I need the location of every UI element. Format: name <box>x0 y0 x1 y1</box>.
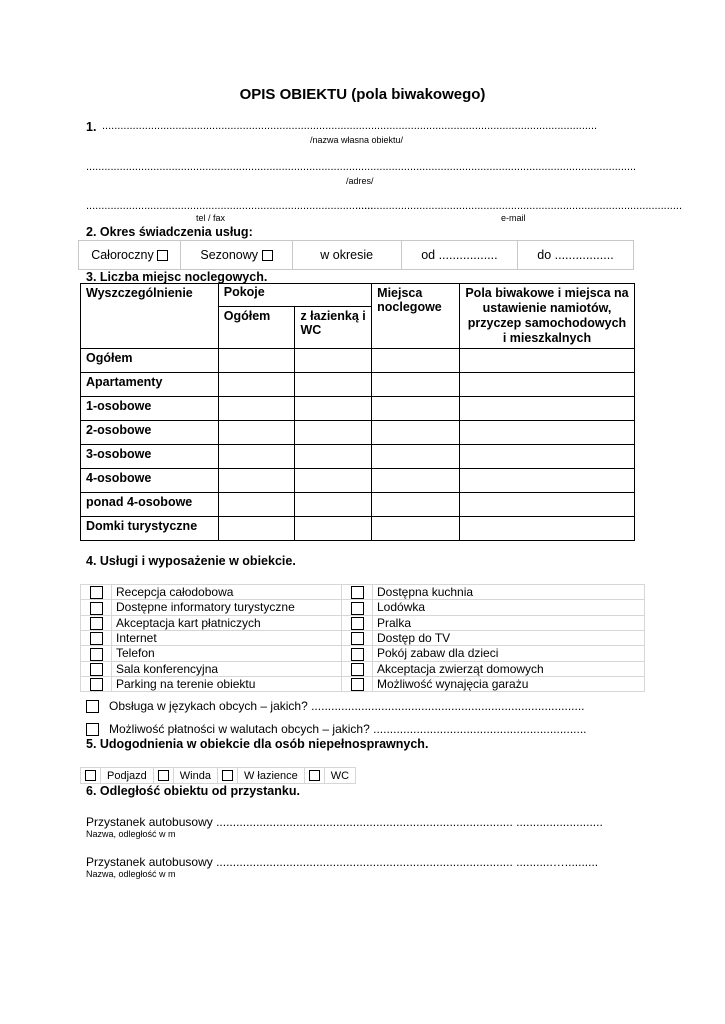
row-label: 4-osobowe <box>81 469 219 493</box>
section-5-heading: 5. Udogodnienia w obiekcie dla osób niepełnosprawnych. <box>86 737 429 751</box>
input-cell[interactable] <box>459 493 634 517</box>
accessibility-table <box>80 767 356 784</box>
table-row <box>81 469 635 493</box>
header-pokoje: Pokoje <box>218 284 371 307</box>
accommodation-table <box>80 283 635 541</box>
access-label: Winda <box>173 768 217 784</box>
amenity-checkbox[interactable] <box>90 663 103 676</box>
currencies-field[interactable]: Możliwość płatności w walutach obcych – jakich? ................................................................ <box>109 722 587 736</box>
input-cell[interactable] <box>218 397 295 421</box>
field-1-number: 1. <box>86 120 97 134</box>
period-from-field[interactable]: od ................. <box>401 241 517 270</box>
input-cell[interactable] <box>372 373 460 397</box>
section-4-heading: 4. Usługi i wyposażenie w obiekcie. <box>86 554 296 568</box>
access-checkbox[interactable] <box>222 770 233 781</box>
input-cell[interactable] <box>459 373 634 397</box>
table-row <box>81 373 635 397</box>
list-item <box>81 615 645 630</box>
amenity-label: Możliwość wynajęcia garażu <box>373 676 645 691</box>
period-to-field[interactable]: do ................. <box>517 241 633 270</box>
header-z-lazienka: z łazienką i WC <box>295 307 372 349</box>
amenity-label: Internet <box>112 630 342 645</box>
amenity-label: Akceptacja zwierząt domowych <box>373 661 645 676</box>
amenity-label: Dostępne informatory turystyczne <box>112 600 342 615</box>
amenity-checkbox[interactable] <box>90 617 103 630</box>
table-row <box>81 517 635 541</box>
amenity-label: Akceptacja kart płatniczych <box>112 615 342 630</box>
object-name-field[interactable]: .................................................................................................................................................................. <box>102 120 598 132</box>
email-caption: e-mail <box>501 213 526 223</box>
currencies-checkbox[interactable] <box>86 723 99 736</box>
section-2-heading: 2. Okres świadczenia usług: <box>86 225 253 239</box>
table-row <box>81 349 635 373</box>
list-item <box>81 661 645 676</box>
bus-stop-1-caption: Nazwa, odległość w m <box>86 829 176 839</box>
amenity-label: Recepcja całodobowa <box>112 585 342 600</box>
bus-stop-2-caption: Nazwa, odległość w m <box>86 869 176 879</box>
input-cell[interactable] <box>218 373 295 397</box>
tel-fax-caption: tel / fax <box>196 213 226 223</box>
bus-stop-2-field[interactable]: Przystanek autobusowy ......................................................................................... ...........….......... <box>86 855 599 869</box>
currencies-row <box>86 722 646 736</box>
list-item <box>81 585 645 600</box>
seasonal-checkbox[interactable] <box>262 250 273 261</box>
languages-field[interactable]: Obsługa w językach obcych – jakich? .................................................................................. <box>109 699 585 713</box>
input-cell[interactable] <box>218 421 295 445</box>
input-cell[interactable] <box>459 397 634 421</box>
header-ogolem: Ogółem <box>218 307 295 349</box>
languages-checkbox[interactable] <box>86 700 99 713</box>
input-cell[interactable] <box>295 421 372 445</box>
input-cell[interactable] <box>372 349 460 373</box>
amenity-checkbox[interactable] <box>90 586 103 599</box>
seasonal-cell <box>181 241 292 270</box>
input-cell[interactable] <box>459 517 634 541</box>
tel-fax-field[interactable]: .............................................................................................. <box>86 200 374 212</box>
list-item <box>81 646 645 661</box>
input-cell[interactable] <box>372 397 460 421</box>
input-cell[interactable] <box>218 517 295 541</box>
input-cell[interactable] <box>295 445 372 469</box>
access-checkbox[interactable] <box>158 770 169 781</box>
amenity-checkbox[interactable] <box>90 648 103 661</box>
header-pola: Pola biwakowe i miejsca na ustawienie namiotów, przyczep samochodowych i mieszkalnych <box>459 284 634 349</box>
address-caption: /adres/ <box>346 176 374 186</box>
input-cell[interactable] <box>218 493 295 517</box>
list-item <box>81 768 356 784</box>
input-cell[interactable] <box>218 445 295 469</box>
amenity-label: Parking na terenie obiektu <box>112 676 342 691</box>
access-label: WC <box>324 768 355 784</box>
table-row <box>81 445 635 469</box>
section-6-heading: 6. Odległość obiektu od przystanku. <box>86 784 300 798</box>
input-cell[interactable] <box>295 349 372 373</box>
table-row <box>81 421 635 445</box>
input-cell[interactable] <box>459 421 634 445</box>
row-label: Apartamenty <box>81 373 219 397</box>
amenity-checkbox[interactable] <box>351 663 364 676</box>
table-row <box>81 493 635 517</box>
input-cell[interactable] <box>372 421 460 445</box>
amenity-checkbox[interactable] <box>90 678 103 691</box>
input-cell[interactable] <box>372 445 460 469</box>
period-label: w okresie <box>292 241 401 270</box>
list-item <box>81 630 645 645</box>
table-row <box>81 397 635 421</box>
access-label: Podjazd <box>101 768 154 784</box>
amenity-checkbox[interactable] <box>90 632 103 645</box>
amenity-label: Pralka <box>373 615 645 630</box>
list-item <box>81 600 645 615</box>
input-cell[interactable] <box>295 517 372 541</box>
row-label: Domki turystyczne <box>81 517 219 541</box>
amenity-label: Dostęp do TV <box>373 630 645 645</box>
input-cell[interactable] <box>295 373 372 397</box>
amenity-checkbox[interactable] <box>351 586 364 599</box>
amenity-checkbox[interactable] <box>351 602 364 615</box>
input-cell[interactable] <box>218 469 295 493</box>
amenity-label: Dostępna kuchnia <box>373 585 645 600</box>
row-label: 2-osobowe <box>81 421 219 445</box>
input-cell[interactable] <box>372 493 460 517</box>
row-label: Ogółem <box>81 349 219 373</box>
year-round-checkbox[interactable] <box>157 250 168 261</box>
address-field[interactable]: .................................................................................................................................................................................... <box>86 161 637 173</box>
row-label: 1-osobowe <box>81 397 219 421</box>
year-round-cell <box>79 241 181 270</box>
access-checkbox[interactable] <box>309 770 320 781</box>
page-title: OPIS OBIEKTU (pola biwakowego) <box>239 86 486 103</box>
input-cell[interactable] <box>459 469 634 493</box>
input-cell[interactable] <box>459 445 634 469</box>
input-cell[interactable] <box>218 349 295 373</box>
amenity-checkbox[interactable] <box>351 678 364 691</box>
row-label: ponad 4-osobowe <box>81 493 219 517</box>
amenities-table <box>80 584 645 692</box>
access-checkbox[interactable] <box>85 770 96 781</box>
languages-row <box>86 699 646 713</box>
access-label: W łazience <box>237 768 304 784</box>
amenity-checkbox[interactable] <box>351 632 364 645</box>
amenity-label: Lodówka <box>373 600 645 615</box>
amenity-label: Pokój zabaw dla dzieci <box>373 646 645 661</box>
header-wyszczegolnienie: Wyszczególnienie <box>81 284 219 349</box>
input-cell[interactable] <box>372 517 460 541</box>
bus-stop-1-field[interactable]: Przystanek autobusowy ......................................................................................... .......................... <box>86 815 603 829</box>
header-miejsca: Miejsca noclegowe <box>372 284 460 349</box>
object-name-caption: /nazwa własna obiektu/ <box>310 135 404 145</box>
amenity-label: Telefon <box>112 646 342 661</box>
list-item <box>81 676 645 691</box>
row-label: 3-osobowe <box>81 445 219 469</box>
input-cell[interactable] <box>295 493 372 517</box>
seasonal-label: Sezonowy <box>200 248 259 262</box>
input-cell[interactable] <box>295 397 372 421</box>
input-cell[interactable] <box>372 469 460 493</box>
service-period-table <box>78 240 634 270</box>
amenity-checkbox[interactable] <box>351 617 364 630</box>
email-field[interactable]: ........................................................................................................... <box>355 200 683 212</box>
amenity-checkbox[interactable] <box>351 648 364 661</box>
section-3-heading: 3. Liczba miejsc noclegowych. <box>86 270 268 284</box>
amenity-label: Sala konferencyjna <box>112 661 342 676</box>
year-round-label: Całoroczny <box>91 248 154 262</box>
input-cell[interactable] <box>295 469 372 493</box>
input-cell[interactable] <box>459 349 634 373</box>
amenity-checkbox[interactable] <box>90 602 103 615</box>
